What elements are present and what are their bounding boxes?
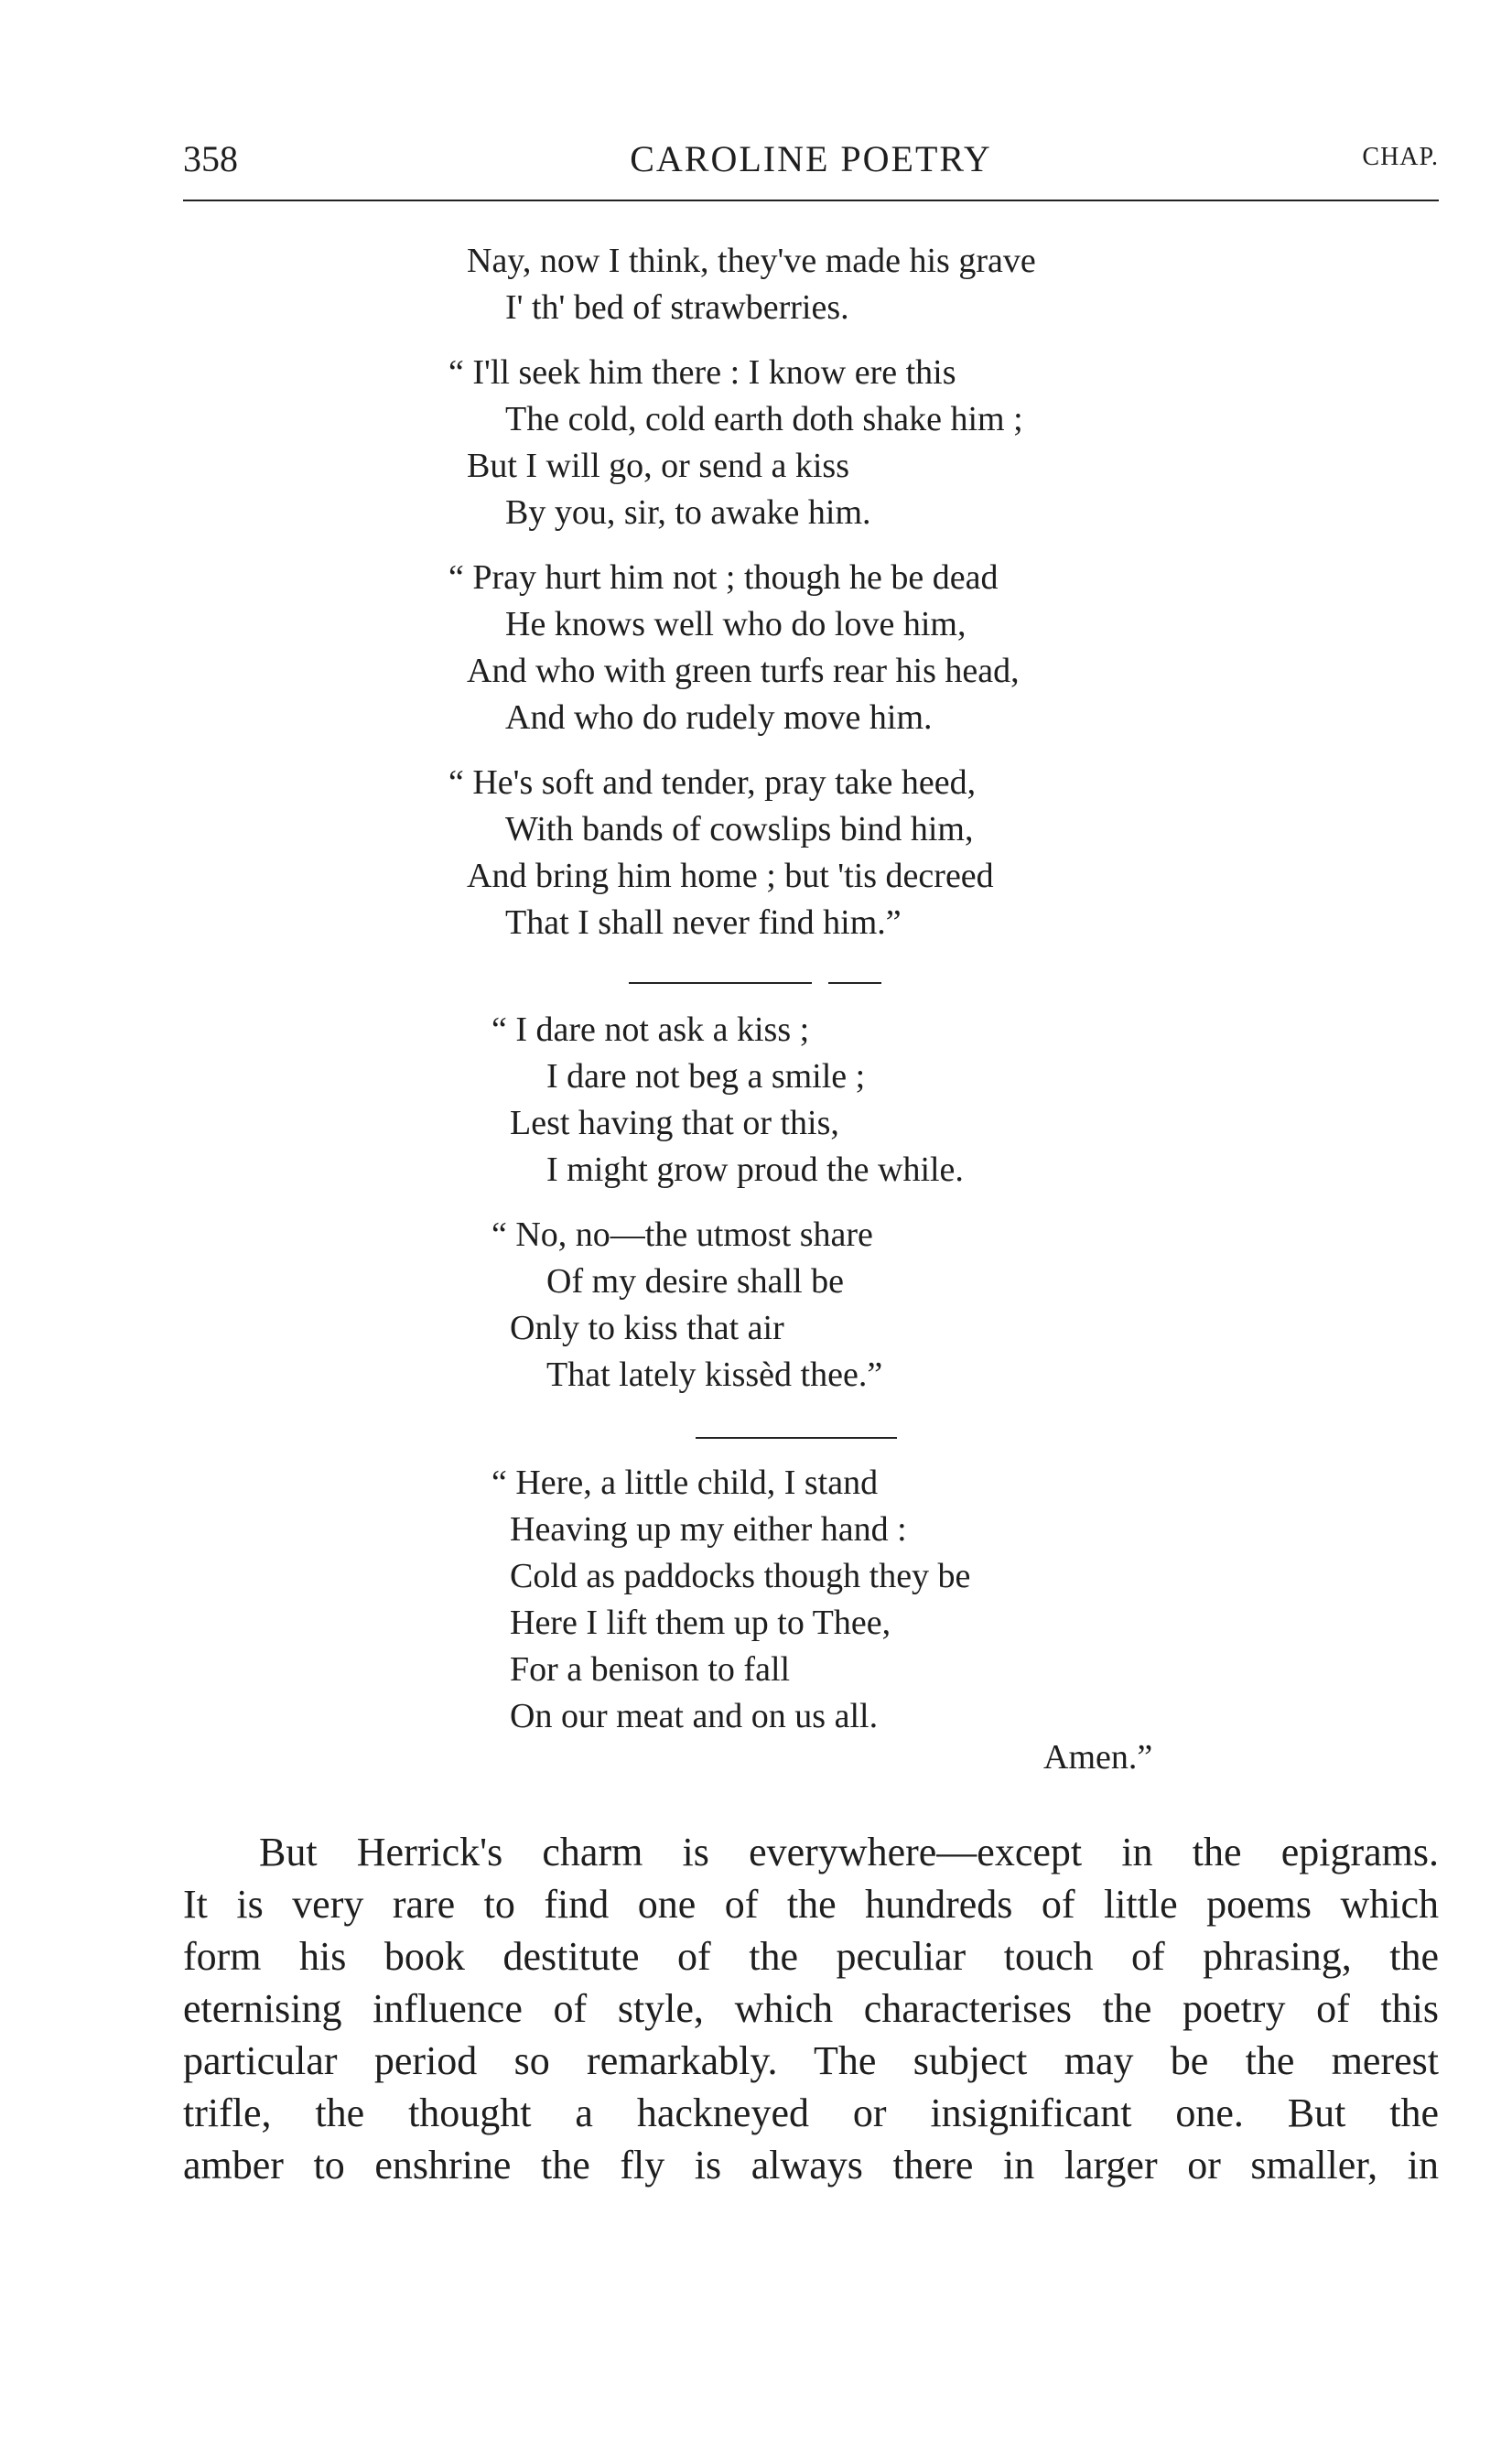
verse-line: Cold as paddocks though they be <box>510 1557 971 1595</box>
verse-line: By you, sir, to awake him. <box>505 493 871 532</box>
verse-line: I' th' bed of strawberries. <box>505 288 849 327</box>
stanza <box>448 760 1036 946</box>
prose-line: trifle, the thought a hackneyed or insignificant one. But the <box>183 2090 1439 2135</box>
verse-line: “ No, no—the utmost share <box>491 1215 873 1254</box>
verse-line: “ I'll seek him there : I know ere this <box>448 353 956 392</box>
running-title: CAROLINE POETRY <box>630 138 992 179</box>
verse-line: And who do rudely move him. <box>505 698 933 737</box>
prose-line: But Herrick's charm is everywhere—except in the epigrams. <box>259 1830 1439 1874</box>
verse-line: I dare not beg a smile ; <box>546 1057 866 1096</box>
verse-line: “ Pray hurt him not ; though he be dead <box>448 558 999 597</box>
verse-line: Heaving up my either hand : <box>510 1510 907 1549</box>
page-number: 358 <box>183 138 238 179</box>
verse-line: And bring him home ; but 'tis decreed <box>467 857 994 895</box>
closing-amen: Amen.” <box>1043 1738 1153 1777</box>
verse-line: Of my desire shall be <box>546 1262 845 1301</box>
prose-line: form his book destitute of the peculiar touch of phrasing, the <box>183 1934 1439 1979</box>
poem-grace <box>491 1460 971 1740</box>
verse-line: The cold, cold earth doth shake him ; <box>505 400 1023 438</box>
verse-line: “ He's soft and tender, pray take heed, <box>448 763 977 802</box>
prose-line: amber to enshrine the fly is always there in larger or smaller, in <box>183 2143 1439 2188</box>
verse-line: For a benison to fall <box>510 1650 791 1689</box>
verse-line: “ I dare not ask a kiss ; <box>491 1010 810 1049</box>
verse-line: Here I lift them up to Thee, <box>510 1604 891 1642</box>
stanza <box>448 555 1036 741</box>
verse-line: That lately kissèd thee.” <box>546 1356 883 1394</box>
verse-line: On our meat and on us all. <box>510 1697 879 1735</box>
prose-line: particular period so remarkably. The subject may be the merest <box>183 2038 1439 2083</box>
poem-kiss <box>491 1007 964 1399</box>
verse-line: “ Here, a little child, I stand <box>491 1464 879 1502</box>
verse-line: Lest having that or this, <box>510 1104 839 1142</box>
stanza <box>491 1007 964 1194</box>
verse-line: I might grow proud the while. <box>546 1150 964 1189</box>
verse-line: Nay, now I think, they've made his grave <box>467 242 1036 280</box>
header-rule <box>183 200 1439 201</box>
prose-line: eternising influence of style, which characterises the poetry of this <box>183 1986 1439 2031</box>
poem-strawberries <box>448 238 1036 946</box>
verse-line: Only to kiss that air <box>510 1309 784 1347</box>
prose-line: It is very rare to find one of the hundreds of little poems which <box>183 1882 1439 1927</box>
chapter-abbrev: CHAP. <box>1362 143 1439 171</box>
section-divider-short <box>828 982 881 984</box>
stanza <box>491 1212 964 1399</box>
stanza <box>448 350 1036 536</box>
verse-line: He knows well who do love him, <box>505 605 967 643</box>
verse-line: And who with green turfs rear his head, <box>467 652 1020 690</box>
section-divider <box>696 1437 897 1439</box>
verse-line: That I shall never find him.” <box>505 903 902 942</box>
verse-line: With bands of cowslips bind him, <box>505 810 974 848</box>
prose-paragraph <box>183 1826 1439 2191</box>
section-divider <box>629 982 812 984</box>
verse-line: But I will go, or send a kiss <box>467 447 849 485</box>
running-header <box>183 137 1439 192</box>
stanza <box>467 238 1036 331</box>
